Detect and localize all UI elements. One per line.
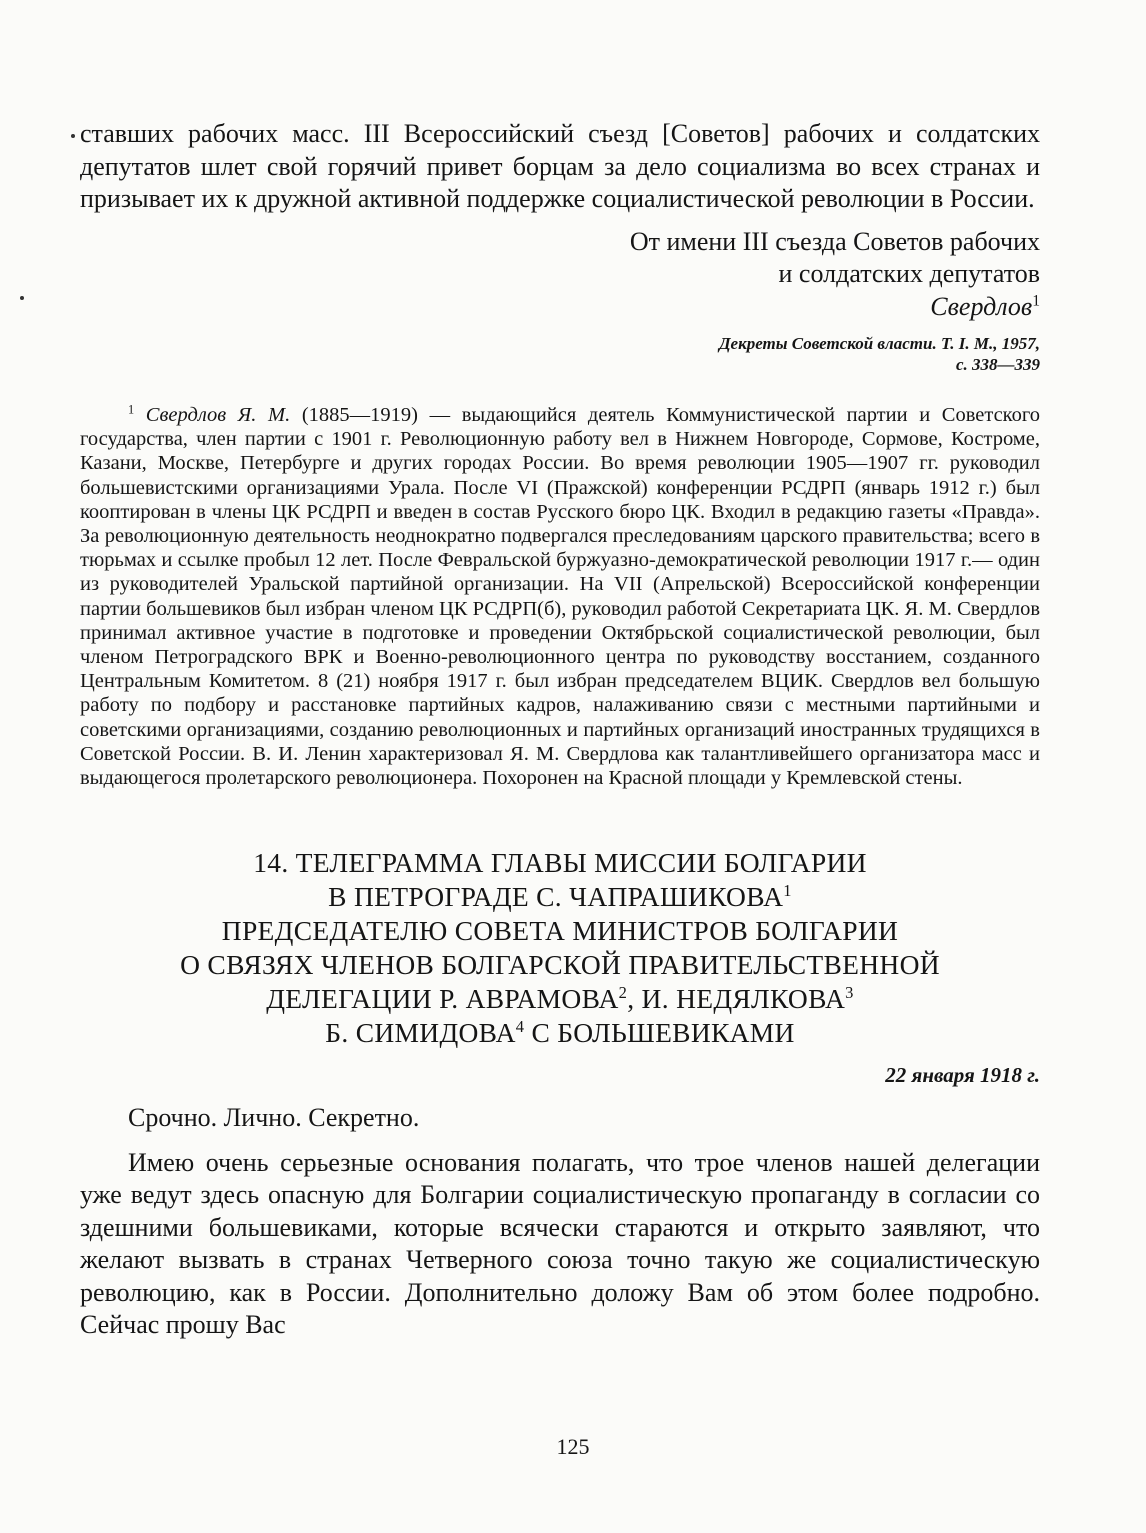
source-line-2: с. 338—339 xyxy=(955,355,1040,374)
document-date: 22 января 1918 г. xyxy=(885,1063,1040,1088)
source-citation xyxy=(80,333,1040,375)
opening-paragraph: ставших рабочих масс. III Всероссийский съезд [Советов] рабочих и солдатских депутатов шлет свой горячий привет борцам за дело социализма во всех странах и призывает их к дружной активной поддержке социалистической революции в России. xyxy=(80,119,1040,213)
heading-line-6-b: С БОЛЬШЕВИКАМИ xyxy=(524,1017,795,1049)
footnote-name: Свердлов Я. М. xyxy=(145,404,291,426)
heading-line-6 xyxy=(80,1016,1040,1050)
heading-footnote-mark-3: 3 xyxy=(845,983,854,1003)
urgency-line: Срочно. Лично. Секретно. xyxy=(128,1103,420,1133)
document-heading xyxy=(80,846,1040,1050)
signature-line-2: и солдатских депутатов xyxy=(778,259,1040,288)
footnote xyxy=(80,403,1040,790)
document-page xyxy=(80,118,1040,1342)
signature-name: Свердлов xyxy=(930,291,1033,321)
heading-line-5-b: , И. НЕДЯЛКОВА xyxy=(627,983,846,1015)
heading-line-5-a: ДЕЛЕГАЦИИ Р. АВРАМОВА xyxy=(266,983,619,1015)
margin-dot-bottom xyxy=(20,296,24,300)
heading-line-1: 14. ТЕЛЕГРАММА ГЛАВЫ МИССИИ БОЛГАРИИ xyxy=(253,847,867,879)
heading-footnote-mark-1: 1 xyxy=(783,881,792,901)
margin-dot-top xyxy=(71,134,75,138)
signature-footnote-mark: 1 xyxy=(1032,292,1040,310)
heading-line-5 xyxy=(80,982,1040,1016)
footnote-text: (1885—1919) — выдающийся деятель Коммунистической партии и Советского государства, член партии с 1901 г. Революционную работу вел в Нижнем Новгороде, Сормове, Костроме, Казани, Москве, Петербурге и других городах России. Во время революции 1905—1907 гг. руководил большевистскими организациями Урала. После VI (Пражской) конференции РСДРП (январь 1912 г.) был кооптирован в члены ЦК РСДРП и введен в состав Русского бюро ЦК. Входил в редакцию газеты «Правда». За революционную деятельность неоднократно подвергался преследованиям царского правительства; всего в тюрьмах и ссылке пробыл 12 лет. После Февральской буржуазно-демократической революции 1917 г.— один из руководителей Уральской партийной организации. На VII (Апрельской) Всероссийской конференции партии большевиков был избран членом ЦК РСДРП(б), руководил работой Секретариата ЦК. Я. М. Свердлов принимал активное участие в подготовке и проведении Октябрьской социалистической революции, был членом Петроградского ВРК и Военно-революционного центра по руководству восстанием, созданного Центральным Комитетом. 8 (21) ноября 1917 г. был избран председателем ВЦИК. Свердлов вел большую работу по подбору и расстановке партийных кадров, налаживанию связи с местными партийными и советскими организациями, созданию революционных и партийных организаций иностранных трудящихся в Советской России. В. И. Ленин характеризовал Я. М. Свердлова как талантливейшего организатора масс и выдающегося пролетарского революционера. Похоронен на Красной площади у Кремлевской стены. xyxy=(80,404,1041,790)
heading-line-2-text: В ПЕТРОГРАДЕ С. ЧАПРАШИКОВА xyxy=(328,881,784,913)
signature-name-line xyxy=(80,291,1040,324)
heading-line-6-a: Б. СИМИДОВА xyxy=(325,1017,516,1049)
heading-footnote-mark-4: 4 xyxy=(515,1017,525,1037)
heading-line-4: О СВЯЗЯХ ЧЛЕНОВ БОЛГАРСКОЙ ПРАВИТЕЛЬСТВЕННОЙ xyxy=(180,949,940,981)
main-paragraph: Имею очень серьезные основания полагать, что трое членов нашей делегации уже ведут здесь опасную для Болгарии социалистическую пропаганду в согласии со здешними большевиками, которые всячески стараются и открыто заявляют, что желают вызвать в странах Четверного союза точно такую же социалистическую революцию, как в России. Дополнительно доложу Вам об этом более подробно. Сейчас прошу Вас xyxy=(80,1147,1040,1340)
heading-footnote-mark-2: 2 xyxy=(618,983,628,1003)
page-number: 125 xyxy=(556,1434,590,1459)
footnote-mark: 1 xyxy=(128,402,135,417)
source-line-1: Декреты Советской власти. Т. I. М., 1957, xyxy=(718,334,1040,353)
heading-line-3: ПРЕДСЕДАТЕЛЮ СОВЕТА МИНИСТРОВ БОЛГАРИИ xyxy=(221,915,899,947)
heading-line-2 xyxy=(80,880,1040,914)
signature-line-1: От имени III съезда Советов рабочих xyxy=(629,226,1040,256)
signature-block xyxy=(80,226,1040,324)
